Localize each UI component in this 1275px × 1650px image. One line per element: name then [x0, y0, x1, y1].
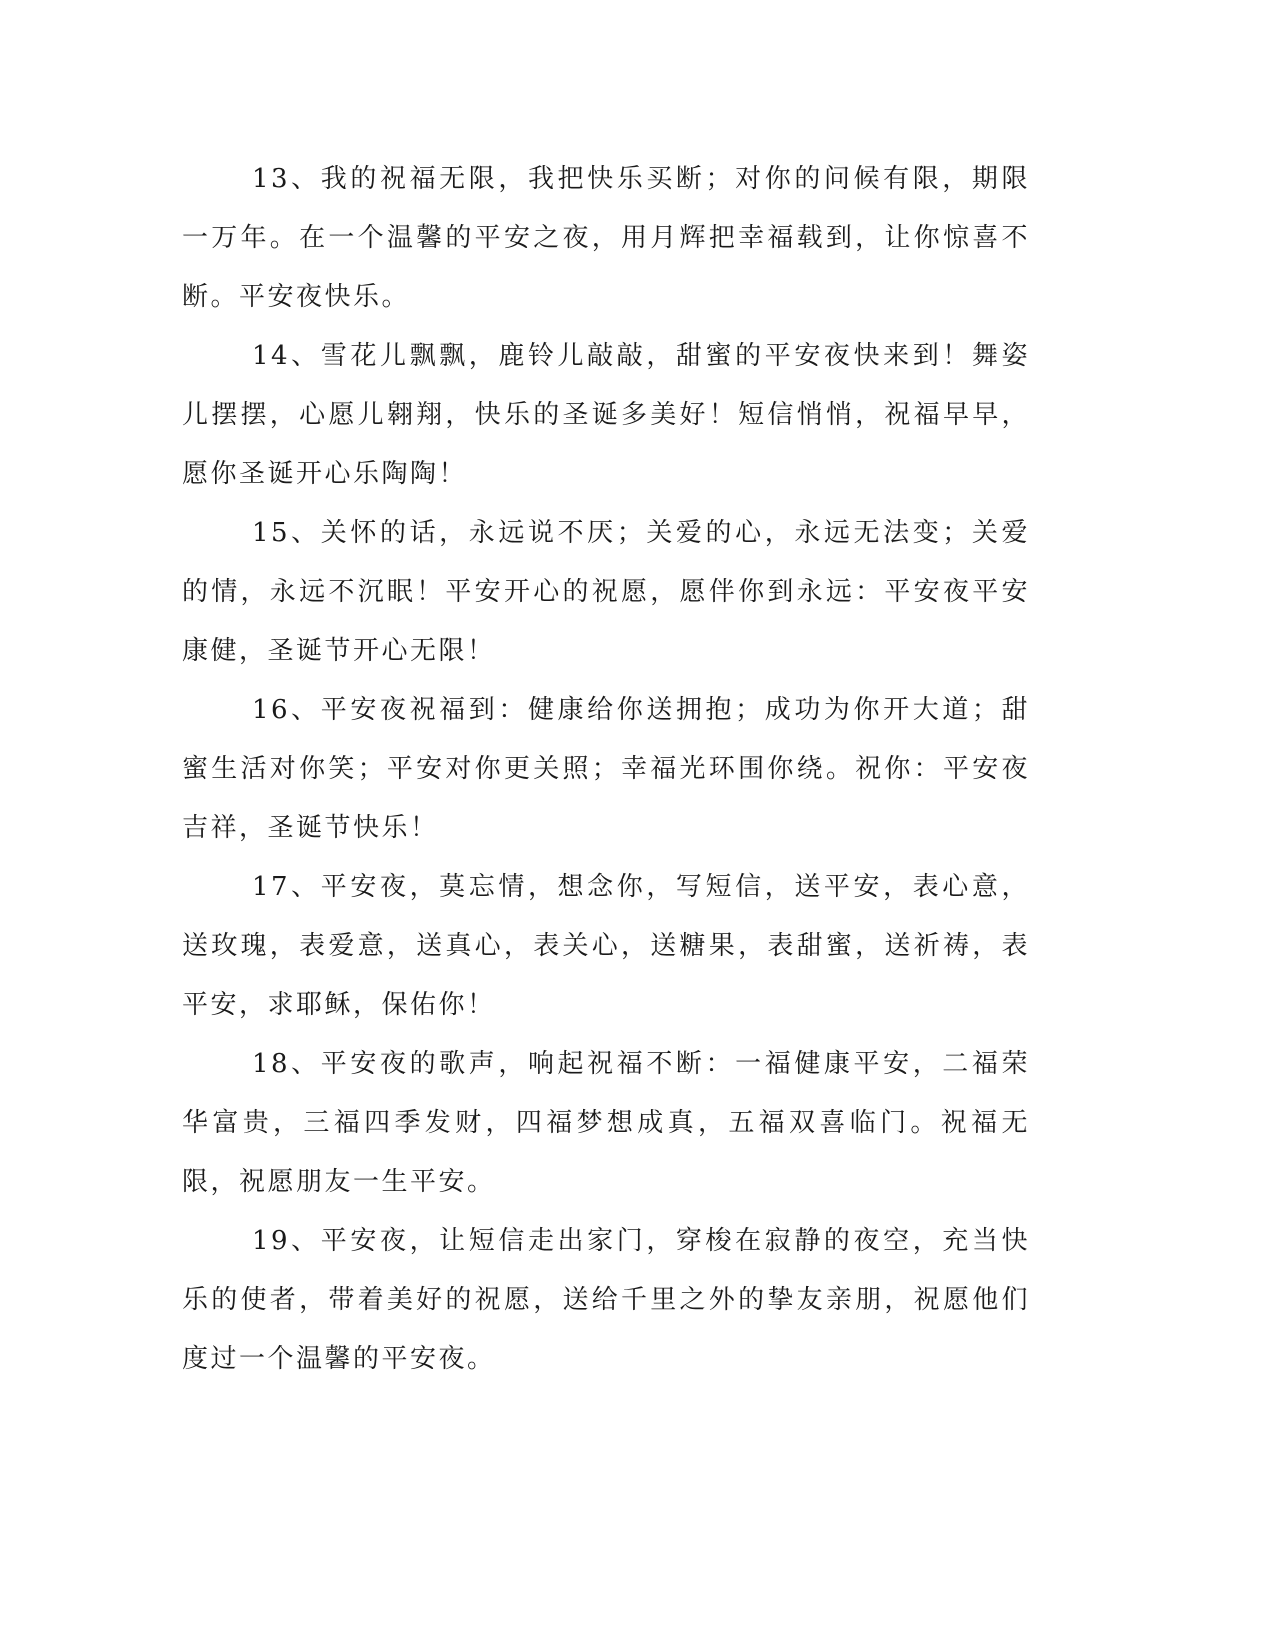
- paragraph-16: 16、平安夜祝福到：健康给你送拥抱；成功为你开大道；甜蜜生活对你笑；平安对你更关照；幸福光环围你绕。祝你：平安夜吉祥，圣诞节快乐！: [182, 695, 1030, 843]
- paragraph-19: 19、平安夜，让短信走出家门，穿梭在寂静的夜空，充当快乐的使者，带着美好的祝愿，送给千里之外的挚友亲朋，祝愿他们度过一个温馨的平安夜。: [182, 1226, 1030, 1374]
- paragraph-18: 18、平安夜的歌声，响起祝福不断：一福健康平安，二福荣华富贵，三福四季发财，四福梦想成真，五福双喜临门。祝福无限，祝愿朋友一生平安。: [182, 1049, 1030, 1197]
- paragraph-17: 17、平安夜，莫忘情，想念你，写短信，送平安，表心意，送玫瑰，表爱意，送真心，表关心，送糖果，表甜蜜，送祈祷，表平安，求耶稣，保佑你！: [182, 872, 1030, 1020]
- document-body: [182, 150, 1030, 1389]
- paragraph-14: 14、雪花儿飘飘，鹿铃儿敲敲，甜蜜的平安夜快来到！舞姿儿摆摆，心愿儿翱翔，快乐的圣诞多美好！短信悄悄，祝福早早，愿你圣诞开心乐陶陶！: [182, 341, 1030, 489]
- paragraph-13: 13、我的祝福无限，我把快乐买断；对你的问候有限，期限一万年。在一个温馨的平安之夜，用月辉把幸福载到，让你惊喜不断。平安夜快乐。: [182, 164, 1030, 312]
- paragraph-15: 15、关怀的话，永远说不厌；关爱的心，永远无法变；关爱的情，永远不沉眠！平安开心的祝愿，愿伴你到永远：平安夜平安康健，圣诞节开心无限！: [182, 518, 1030, 666]
